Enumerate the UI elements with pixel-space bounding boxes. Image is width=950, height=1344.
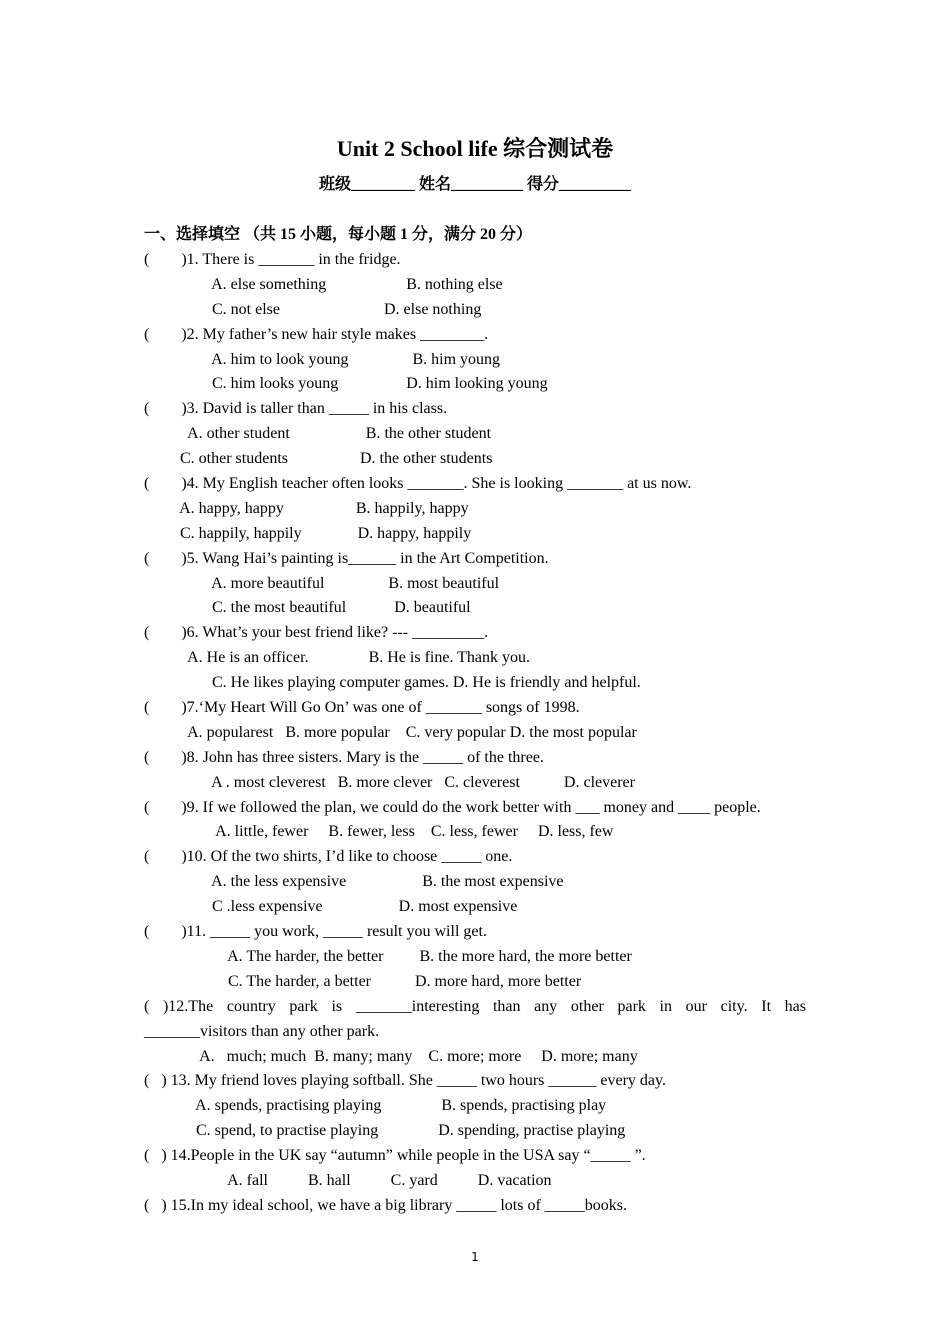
question-content bbox=[144, 222, 806, 1219]
q12-stem: ( )12.The country park is _______interesting than any other park in our city. It has bbox=[144, 997, 806, 1015]
q2-stem: ( )2. My father’s new hair style makes ________. bbox=[144, 325, 489, 343]
q7-options: A. popularest B. more popular C. very popular D. the most popular bbox=[144, 723, 637, 741]
q6-stem: ( )6. What’s your best friend like? --- _________. bbox=[144, 624, 489, 642]
q1-stem: ( )1. There is _______ in the fridge. bbox=[144, 251, 401, 268]
q1-options-cd: C. not else D. else nothing bbox=[144, 300, 482, 318]
q10-options-ab: A. the less expensive B. the most expensive bbox=[144, 873, 564, 891]
section-heading: 一、选择填空 （共 15 小题，每小题 1 分，满分 20 分） bbox=[144, 226, 533, 243]
q14-options: A. fall B. hall C. yard D. vacation bbox=[144, 1171, 552, 1189]
q6-options-cd: C. He likes playing computer games. D. He is friendly and helpful. bbox=[144, 674, 641, 692]
q11-stem: ( )11. _____ you work, _____ result you will get. bbox=[144, 923, 487, 941]
q13-stem: ( ) 13. My friend loves playing softball. She _____ two hours ______ every day. bbox=[144, 1072, 666, 1090]
q13-options-ab: A. spends, practising playing B. spends, practising play bbox=[144, 1097, 607, 1115]
q3-options-cd: C. other students D. the other students bbox=[144, 450, 493, 468]
q10-stem: ( )10. Of the two shirts, I’d like to choose _____ one. bbox=[144, 848, 513, 866]
q4-options-cd: C. happily, happily D. happy, happily bbox=[144, 524, 472, 542]
q12-stem-continued: _______visitors than any other park. bbox=[144, 1022, 380, 1040]
q8-options: A . most cleverest B. more clever C. cleverest D. cleverer bbox=[144, 773, 635, 791]
q4-options-ab: A. happy, happy B. happily, happy bbox=[144, 499, 469, 517]
q14-stem: ( ) 14.People in the UK say “autumn” while people in the USA say “_____ ”. bbox=[144, 1147, 646, 1165]
q6-options-ab: A. He is an officer. B. He is fine. Thank you. bbox=[144, 649, 531, 667]
q4-stem: ( )4. My English teacher often looks _______. She is looking _______ at us now. bbox=[144, 475, 692, 493]
q15-stem: ( ) 15.In my ideal school, we have a big library _____ lots of _____books. bbox=[144, 1196, 628, 1214]
q7-stem: ( )7.‘My Heart Will Go On’ was one of _______ songs of 1998. bbox=[144, 699, 580, 717]
q5-stem: ( )5. Wang Hai’s painting is______ in the Art Competition. bbox=[144, 549, 549, 567]
page-title: Unit 2 School life 综合测试卷 bbox=[336, 136, 614, 161]
q11-options-cd: C. The harder, a better D. more hard, more better bbox=[144, 972, 582, 990]
q3-stem: ( )3. David is taller than _____ in his class. bbox=[144, 400, 448, 418]
q11-options-ab: A. The harder, the better B. the more hard, the more better bbox=[144, 947, 632, 965]
q9-stem: ( )9. If we followed the plan, we could do the work better with ___ money and ____ people. bbox=[144, 798, 761, 816]
q12-options: A. much; much B. many; many C. more; more D. more; many bbox=[144, 1047, 638, 1065]
student-info-line: 班级________ 姓名_________ 得分_________ bbox=[318, 176, 631, 193]
q9-options: A. little, fewer B. fewer, less C. less, fewer D. less, few bbox=[144, 823, 614, 841]
q3-options-ab: A. other student B. the other student bbox=[144, 425, 492, 443]
q1-options-ab: A. else something B. nothing else bbox=[144, 275, 503, 293]
q8-stem: ( )8. John has three sisters. Mary is the _____ of the three. bbox=[144, 748, 544, 766]
q2-options-cd: C. him looks young D. him looking young bbox=[144, 375, 548, 393]
q13-options-cd: C. spend, to practise playing D. spending, practise playing bbox=[144, 1122, 626, 1140]
q5-options-cd: C. the most beautiful D. beautiful bbox=[144, 599, 471, 617]
q5-options-ab: A. more beautiful B. most beautiful bbox=[144, 574, 500, 592]
page-number: 1 bbox=[471, 1250, 479, 1264]
q10-options-cd: C .less expensive D. most expensive bbox=[144, 898, 518, 916]
q2-options-ab: A. him to look young B. him young bbox=[144, 350, 501, 368]
